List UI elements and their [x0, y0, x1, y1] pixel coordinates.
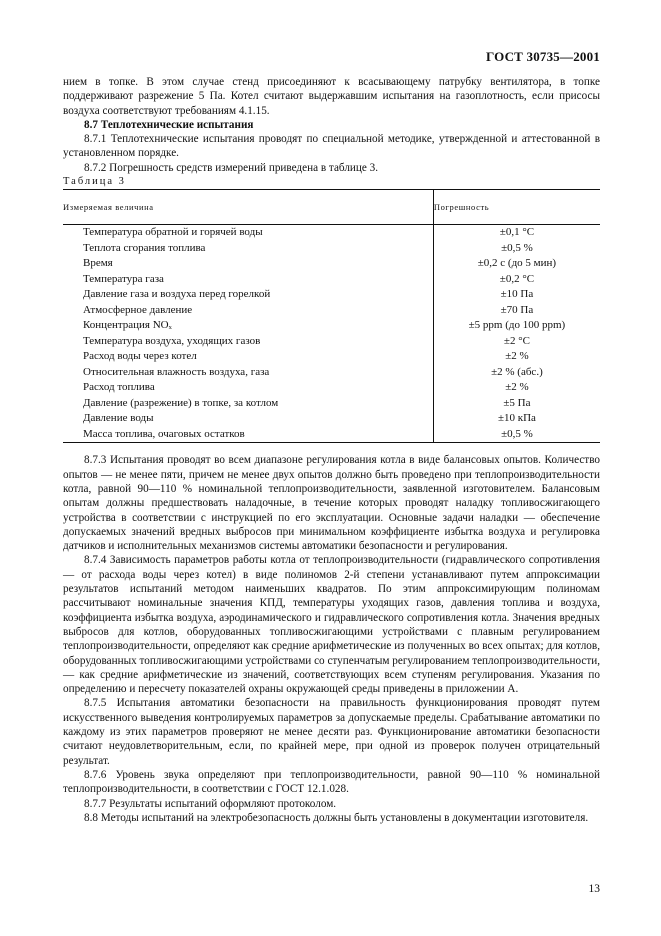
- error-value-cell: ±70 Па: [500, 303, 534, 316]
- error-value-cell: ±10 Па: [500, 288, 534, 301]
- measured-quantity-cell: Температура обратной и горячей воды: [63, 225, 433, 241]
- table-body: [63, 225, 600, 443]
- measured-quantity-cell: Расход топлива: [63, 380, 433, 396]
- table-row: [63, 427, 600, 443]
- table-row: [63, 411, 600, 427]
- paragraph-8-7-1: 8.7.1 Теплотехнические испытания проводят по специальной методике, утвержденной и аттестованной в установленном порядке.: [63, 133, 600, 160]
- table-row: [63, 334, 600, 350]
- error-value-cell: ±0,2 с (до 5 мин): [477, 257, 557, 270]
- document-header: ГОСТ 30735—2001: [485, 49, 600, 64]
- measured-quantity-cell: Масса топлива, очаговых остатков: [63, 427, 433, 443]
- measured-quantity-cell: Атмосферное давление: [63, 303, 433, 319]
- paragraph-8-7-2: 8.7.2 Погрешность средств измерений приведена в таблице 3.: [84, 161, 379, 174]
- column-header-quantity: Измеряемая величина: [63, 190, 433, 225]
- paragraph-8-7-7: 8.7.7 Результаты испытаний оформляют протоколом.: [84, 797, 337, 810]
- document-body: [63, 75, 600, 825]
- table-caption: Таблица 3: [63, 176, 126, 188]
- error-value-cell: ±2 °С: [503, 334, 530, 347]
- measured-quantity-cell: Давление газа и воздуха перед горелкой: [63, 287, 433, 303]
- intro-paragraph: нием в топке. В этом случае стенд присоединяют к всасывающему патрубку вентилятора, в топке поддерживают разрежение 5 Па. Котел считают выдержавшим испытания на газоплотность, если присосы воздуха соответствуют требованиям 4.1.15.: [63, 76, 600, 117]
- error-value-cell: ±2 %: [505, 350, 529, 363]
- measured-quantity-cell: Температура воздуха, уходящих газов: [63, 334, 433, 350]
- error-value-cell: ±0,2 °С: [499, 272, 535, 285]
- error-value-cell: ±0,5 %: [501, 241, 533, 254]
- table-header-row: [63, 190, 600, 225]
- table-row: [63, 396, 600, 412]
- error-value-cell: ±0,5 %: [433, 427, 600, 443]
- column-header-error: Погрешность: [433, 190, 600, 225]
- error-value-cell: ±0,1 °С: [499, 226, 535, 239]
- error-value-cell: ±2 %: [505, 381, 529, 394]
- measured-quantity-cell: Время: [63, 256, 433, 272]
- page-number: 13: [588, 883, 600, 895]
- measured-quantity-cell: Расход воды через котел: [63, 349, 433, 365]
- table-row: [63, 380, 600, 396]
- table-row: [63, 272, 600, 288]
- error-value-cell: ±2 % (абс.): [491, 365, 543, 378]
- table-row: [63, 241, 600, 257]
- error-value-cell: ±5 Па: [503, 396, 531, 409]
- table-row: [63, 225, 600, 241]
- paragraph-8-8: 8.8 Методы испытаний на электробезопасность должны быть установлены в документации изготовителя.: [84, 811, 589, 824]
- paragraph-8-7-6: 8.7.6 Уровень звука определяют при теплопроизводительности, равной 90—110 % номинальной теплопроизводительности, в соответствии с ГОСТ 12.1.028.: [63, 768, 600, 796]
- section-title: 8.7 Теплотехнические испытания: [84, 118, 254, 131]
- table-row: [63, 303, 600, 319]
- table-row: [63, 365, 600, 381]
- paragraph-8-7-4: 8.7.4 Зависимость параметров работы котла от теплопроизводительности (гидравлического сопротивления — от расхода воды через котел) в виде полиномов 2-й степени устанавливают путем аппроксимации результатов испытаний методом наименьших квадратов. По этим аппроксимирующим полиномам рассчитывают номинальные значения КПД, температуры уходящих газов, давления топлива и воздуха, коэффициента избытка воздуха, аэродинамического и гидравлического сопротивления котла. Значения вредных выбросов для котлов, оборудованных топливосжигающими устройствами с плавным регулированием теплопроизводительности, определяют как средние арифметические из полученных во всех опытах; для котлов, оборудованных топливосжигающими устройствами со ступенчатым регулированием теплопроизводительности, — как средние арифметические из значений, соответствующих всем ступеням регулирования. Указания по определению и пересчету показателей охраны окружающей среды приведены в приложении А.: [63, 554, 600, 696]
- table-row: [63, 318, 600, 334]
- table-row: [63, 287, 600, 303]
- error-value-cell: ±5 ppm (до 100 ppm): [468, 319, 566, 332]
- paragraph-8-7-5: 8.7.5 Испытания автоматики безопасности на правильность функционирования проводят путем искусственного выведения контролируемых параметров за допускаемые пределы. Срабатывание автоматики по каждому из этих параметров проверяют не менее десяти раз. Функционирование автоматики безопасности считают неудовлетворительным, если, по крайней мере, при одной из проверок получен отрицательный результат.: [63, 697, 600, 767]
- table-row: [63, 349, 600, 365]
- measured-quantity-cell: Концентрация NOₓ: [63, 318, 433, 334]
- paragraph-8-7-3: 8.7.3 Испытания проводят во всем диапазоне регулирования котла в виде балансовых опытов. Количество опытов — не менее пяти, причем не менее двух опытов должно быть проведено при теплопроизводительности котла, равной 90—110 % номинальной теплопроизводительности, заявленной изготовителем. Балансовым опытам должны предшествовать наладочные, в течение которых проводят наладку топливосжигающего устройства в соответствии с инструкцией по его эксплуатации. Основные задачи наладки — обеспечение допускаемых значений вредных выбросов при минимальном коэффициенте избытка воздуха и регулировка датчиков и исполнительных механизмов системы автоматики безопасности и регулирования.: [63, 454, 600, 553]
- measurement-error-table: [63, 189, 600, 443]
- measured-quantity-cell: Давление воды: [63, 411, 433, 427]
- measured-quantity-cell: Температура газа: [63, 272, 433, 288]
- measured-quantity-cell: Давление (разрежение) в топке, за котлом: [63, 396, 433, 412]
- error-value-cell: ±10 кПа: [497, 412, 536, 425]
- table-row: [63, 256, 600, 272]
- measured-quantity-cell: Относительная влажность воздуха, газа: [63, 365, 433, 381]
- measured-quantity-cell: Теплота сгорания топлива: [63, 241, 433, 257]
